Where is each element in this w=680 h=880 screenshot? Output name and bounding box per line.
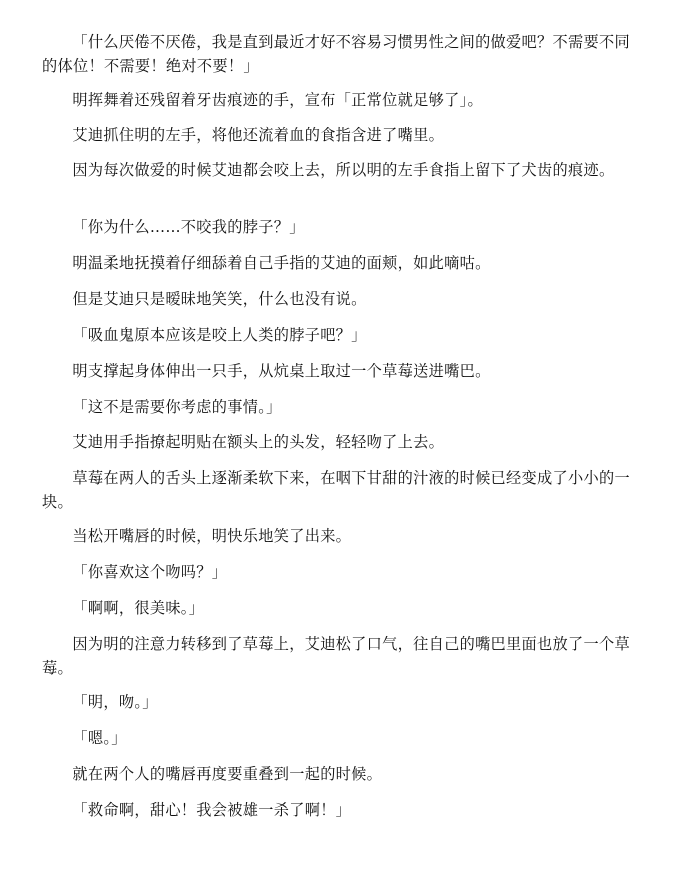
paragraph: 艾迪抓住明的左手，将他还流着血的食指含进了嘴里。: [72, 126, 445, 144]
paragraph: 「你喜欢这个吻吗？」: [72, 563, 228, 581]
paragraph: 就在两个人的嘴唇再度要重叠到一起的时候。: [72, 765, 383, 783]
paragraph: 艾迪用手指撩起明贴在额头上的头发，轻轻吻了上去。: [72, 433, 445, 451]
paragraph: 草莓在两人的舌头上逐渐柔软下来，在咽下甘甜的汁液的时候已经变成了小小的一块。: [42, 469, 630, 511]
paragraph: 因为明的注意力转移到了草莓上，艾迪松了口气，往自己的嘴巴里面也放了一个草莓。: [42, 635, 630, 677]
paragraph: 明温柔地抚摸着仔细舔着自己手指的艾迪的面颊，如此嘀咕。: [72, 254, 491, 272]
paragraph: 「什么厌倦不厌倦，我是直到最近才好不容易习惯男性之间的做爱吧？不需要不同的体位！不需要！绝对不要！」: [42, 33, 630, 75]
paragraph: 明支撑起身体伸出一只手，从炕桌上取过一个草莓送进嘴巴。: [72, 362, 491, 380]
paragraph: 「救命啊，甜心！我会被雄一杀了啊！」: [72, 801, 352, 819]
paragraph: 明挥舞着还残留着牙齿痕迹的手，宣布「正常位就足够了」。: [72, 91, 483, 109]
paragraph: 当松开嘴唇的时候，明快乐地笑了出来。: [72, 527, 352, 545]
paragraph: 但是艾迪只是暧昧地笑笑，什么也没有说。: [72, 290, 367, 308]
paragraph: 「嗯。」: [72, 729, 127, 747]
paragraph: 因为每次做爱的时候艾迪都会咬上去，所以明的左手食指上留下了犬齿的痕迹。: [72, 161, 615, 179]
paragraph: 「这不是需要你考虑的事情。」: [72, 398, 282, 416]
paragraph: 「你为什么……不咬我的脖子？」: [72, 218, 305, 236]
paragraph: 「吸血鬼原本应该是咬上人类的脖子吧？」: [72, 326, 367, 344]
paragraph: 「啊啊，很美味。」: [72, 599, 205, 617]
paragraph: 「明，吻。」: [72, 693, 158, 711]
